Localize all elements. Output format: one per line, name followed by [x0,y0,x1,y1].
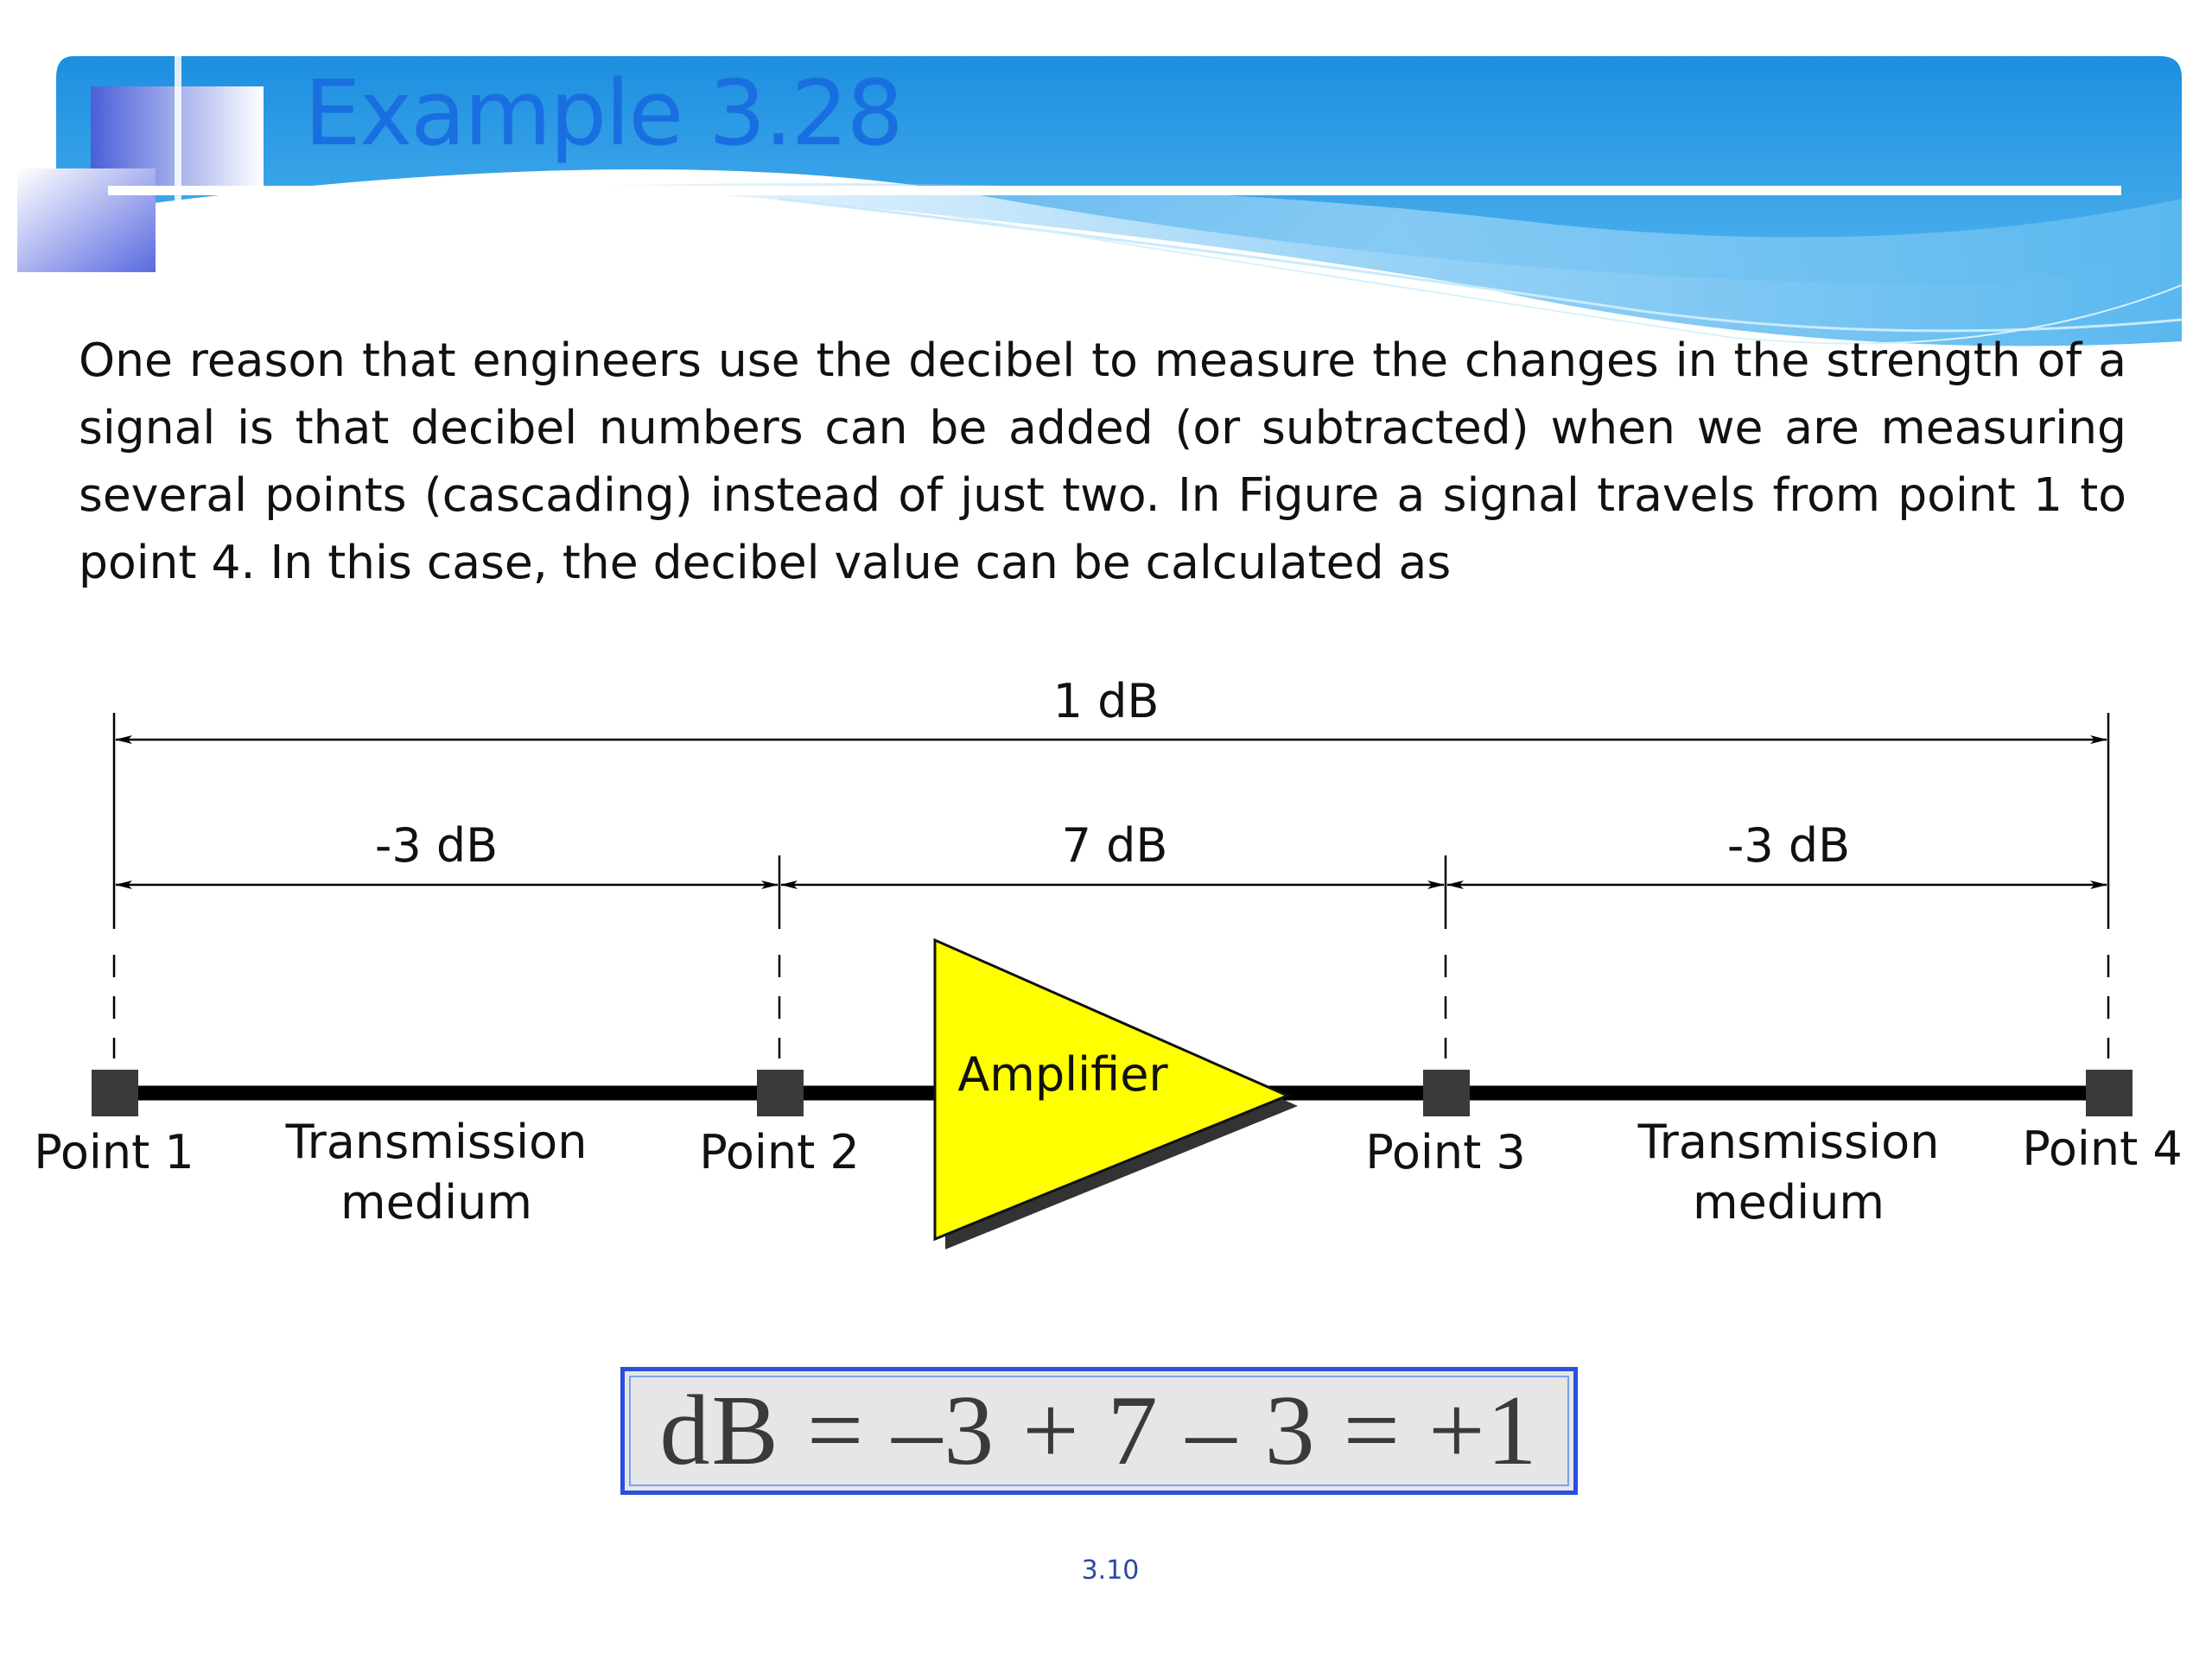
point-4-marker [2086,1070,2133,1116]
point-3-label: Point 3 [1365,1125,1526,1179]
body-paragraph: One reason that engineers use the decibel to measure the changes in the strength of a signal is that decibel numbers can be added (or subtracted) when we are measuring several points (cascading) instead of just two. In Figure a signal travels from point 1 to point 4. In this case, the decibel value can be calculated as [79,333,2126,589]
amplifier-label: Amplifier [957,1047,1168,1102]
medium-1-label-line2: medium [340,1175,532,1230]
cascade-diagram [0,657,2212,1313]
medium-2-label-line2: medium [1693,1175,1885,1230]
medium-2-label-line1: Transmission [1637,1115,1940,1169]
point-2-marker [757,1070,804,1116]
equation-box [620,1367,1578,1495]
medium-1-label-line1: Transmission [285,1115,588,1169]
slide-title: Example 3.28 [304,60,902,166]
segment-3-db-label: -3 dB [1726,818,1851,873]
segment-1-db-label: -3 dB [374,818,499,873]
point-1-label: Point 1 [34,1125,194,1179]
point-1-marker [92,1070,138,1116]
total-db-label: 1 dB [1052,674,1160,728]
point-4-label: Point 4 [2022,1122,2183,1176]
segment-2-db-label: 7 dB [1061,818,1168,873]
equation-text: dB = –3 + 7 – 3 = +1 [659,1375,1539,1486]
point-3-marker [1423,1070,1470,1116]
page-number: 3.10 [1081,1555,1140,1586]
point-2-label: Point 2 [699,1125,860,1179]
